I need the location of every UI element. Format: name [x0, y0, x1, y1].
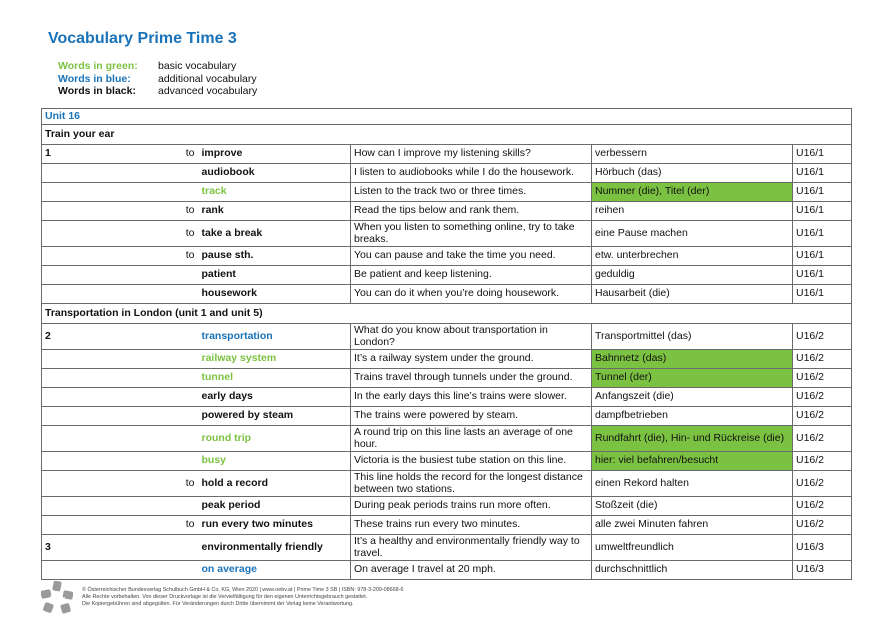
exercise-number — [42, 350, 138, 369]
vocab-row — [42, 561, 852, 580]
vocab-row — [42, 221, 852, 247]
to-marker — [138, 285, 199, 304]
to-marker — [138, 388, 199, 407]
vocab-row — [42, 202, 852, 221]
unit-reference: U16/2 — [793, 324, 852, 350]
vocab-row — [42, 145, 852, 164]
translation: umweltfreundlich — [592, 535, 793, 561]
example-sentence: During peak periods trains run more often. — [351, 497, 592, 516]
to-marker: to — [138, 516, 199, 535]
legend-black — [58, 85, 257, 98]
exercise-number — [42, 369, 138, 388]
example-sentence: You can do it when you’re doing housework. — [351, 285, 592, 304]
translation: verbessern — [592, 145, 793, 164]
vocab-word: on average — [199, 561, 351, 580]
unit-reference: U16/1 — [793, 266, 852, 285]
footer-line: Alle Rechte vorbehalten. Von dieser Druckvorlage ist die Vervielfältigung für den eigenen Unterrichtsgebrauch gestattet. — [82, 594, 368, 600]
example-sentence: Trains travel through tunnels under the ground. — [351, 369, 592, 388]
footer — [41, 581, 881, 621]
example-sentence: Listen to the track two or three times. — [351, 183, 592, 202]
section-title: Transportation in London (unit 1 and unit 5) — [42, 304, 852, 324]
oebv-logo — [41, 581, 73, 615]
to-marker — [138, 497, 199, 516]
to-marker: to — [138, 202, 199, 221]
exercise-number — [42, 561, 138, 580]
example-sentence: Victoria is the busiest tube station on this line. — [351, 452, 592, 471]
vocab-word: patient — [199, 266, 351, 285]
vocab-word: improve — [199, 145, 351, 164]
translation: Hausarbeit (die) — [592, 285, 793, 304]
exercise-number — [42, 452, 138, 471]
to-marker — [138, 164, 199, 183]
unit-reference: U16/2 — [793, 350, 852, 369]
example-sentence: How can I improve my listening skills? — [351, 145, 592, 164]
exercise-number — [42, 497, 138, 516]
unit-reference: U16/1 — [793, 202, 852, 221]
vocab-row — [42, 516, 852, 535]
example-sentence: It’s a railway system under the ground. — [351, 350, 592, 369]
to-marker: to — [138, 145, 199, 164]
translation: einen Rekord halten — [592, 471, 793, 497]
unit-reference: U16/1 — [793, 183, 852, 202]
exercise-number — [42, 516, 138, 535]
exercise-number — [42, 407, 138, 426]
exercise-number — [42, 164, 138, 183]
example-sentence: You can pause and take the time you need. — [351, 247, 592, 266]
vocab-row — [42, 350, 852, 369]
translation: geduldig — [592, 266, 793, 285]
legend-value: advanced vocabulary — [158, 85, 258, 97]
legend-key: Words in blue: — [58, 72, 131, 85]
exercise-number — [42, 388, 138, 407]
exercise-number — [42, 183, 138, 202]
example-sentence: Read the tips below and rank them. — [351, 202, 592, 221]
example-sentence: It’s a healthy and environmentally friendly way to travel. — [351, 535, 592, 561]
to-marker — [138, 350, 199, 369]
example-sentence: In the early days this line’s trains were slower. — [351, 388, 592, 407]
vocab-row — [42, 324, 852, 350]
translation: Hörbuch (das) — [592, 164, 793, 183]
unit-reference: U16/2 — [793, 452, 852, 471]
example-sentence: Be patient and keep listening. — [351, 266, 592, 285]
vocab-row — [42, 164, 852, 183]
to-marker: to — [138, 221, 199, 247]
section-title: Train your ear — [42, 125, 852, 145]
vocab-word: housework — [199, 285, 351, 304]
example-sentence: A round trip on this line lasts an average of one hour. — [351, 426, 592, 452]
translation: Transportmittel (das) — [592, 324, 793, 350]
vocab-row — [42, 471, 852, 497]
unit-reference: U16/1 — [793, 247, 852, 266]
vocab-word: audiobook — [199, 164, 351, 183]
unit-reference: U16/1 — [793, 164, 852, 183]
vocab-row — [42, 535, 852, 561]
exercise-number: 2 — [42, 324, 138, 350]
vocab-row — [42, 247, 852, 266]
translation: Bahnnetz (das) — [592, 350, 793, 369]
unit-reference: U16/2 — [793, 407, 852, 426]
vocab-word: early days — [199, 388, 351, 407]
translation: durchschnittlich — [592, 561, 793, 580]
footer-line: © Österreichischer Bundesverlag Schulbuch GmbH & Co. KG, Wien 2020 | www.oebv.at | Prime Time 3 SB | ISBN: 978-3-209-08668-6 — [82, 587, 404, 593]
vocab-row — [42, 426, 852, 452]
vocab-word: round trip — [199, 426, 351, 452]
to-marker — [138, 452, 199, 471]
unit-reference: U16/1 — [793, 221, 852, 247]
exercise-number — [42, 221, 138, 247]
section-header-row — [42, 125, 852, 145]
section-header-row — [42, 304, 852, 324]
vocab-row — [42, 388, 852, 407]
vocab-word: track — [199, 183, 351, 202]
to-marker — [138, 369, 199, 388]
translation: eine Pause machen — [592, 221, 793, 247]
unit-reference: U16/2 — [793, 426, 852, 452]
to-marker — [138, 426, 199, 452]
vocab-word: rank — [199, 202, 351, 221]
to-marker — [138, 407, 199, 426]
translation: Rundfahrt (die), Hin- und Rückreise (die) — [592, 426, 793, 452]
to-marker — [138, 266, 199, 285]
unit-reference: U16/2 — [793, 388, 852, 407]
vocab-row — [42, 183, 852, 202]
unit-title: Unit 16 — [42, 109, 852, 125]
translation: Anfangszeit (die) — [592, 388, 793, 407]
exercise-number — [42, 285, 138, 304]
vocab-row — [42, 285, 852, 304]
vocab-word: environmentally friendly — [199, 535, 351, 561]
exercise-number: 1 — [42, 145, 138, 164]
to-marker — [138, 561, 199, 580]
legend-blue — [58, 73, 257, 86]
vocab-word: railway system — [199, 350, 351, 369]
unit-reference: U16/2 — [793, 471, 852, 497]
vocabulary-table — [41, 108, 852, 580]
example-sentence: When you listen to something online, try to take breaks. — [351, 221, 592, 247]
to-marker: to — [138, 471, 199, 497]
vocab-row — [42, 452, 852, 471]
to-marker — [138, 183, 199, 202]
translation: etw. unterbrechen — [592, 247, 793, 266]
vocab-word: take a break — [199, 221, 351, 247]
vocab-row — [42, 497, 852, 516]
unit-reference: U16/3 — [793, 535, 852, 561]
example-sentence: The trains were powered by steam. — [351, 407, 592, 426]
vocab-word: powered by steam — [199, 407, 351, 426]
example-sentence: What do you know about transportation in London? — [351, 324, 592, 350]
vocab-word: pause sth. — [199, 247, 351, 266]
example-sentence: I listen to audiobooks while I do the housework. — [351, 164, 592, 183]
translation: hier: viel befahren/besucht — [592, 452, 793, 471]
to-marker — [138, 324, 199, 350]
exercise-number: 3 — [42, 535, 138, 561]
vocab-word: peak period — [199, 497, 351, 516]
unit-reference: U16/1 — [793, 145, 852, 164]
vocab-word: transportation — [199, 324, 351, 350]
exercise-number — [42, 471, 138, 497]
exercise-number — [42, 247, 138, 266]
vocab-row — [42, 266, 852, 285]
translation: alle zwei Minuten fahren — [592, 516, 793, 535]
color-legend — [58, 60, 257, 98]
unit-reference: U16/2 — [793, 497, 852, 516]
vocab-row — [42, 407, 852, 426]
exercise-number — [42, 266, 138, 285]
footer-line: Die Kopiergebühren sind abgegolten. Für Veränderungen durch Dritte übernimmt der Verlag keine Verantwortung. — [82, 601, 354, 607]
vocab-word: busy — [199, 452, 351, 471]
translation: dampfbetrieben — [592, 407, 793, 426]
translation: Tunnel (der) — [592, 369, 793, 388]
legend-green — [58, 60, 257, 73]
translation: Stoßzeit (die) — [592, 497, 793, 516]
legend-key: Words in black: — [58, 85, 136, 97]
legend-value: basic vocabulary — [158, 60, 237, 72]
translation: Nummer (die), Titel (der) — [592, 183, 793, 202]
unit-header-row — [42, 109, 852, 125]
to-marker — [138, 535, 199, 561]
vocab-row — [42, 369, 852, 388]
vocab-word: hold a record — [199, 471, 351, 497]
unit-reference: U16/2 — [793, 369, 852, 388]
example-sentence: On average I travel at 20 mph. — [351, 561, 592, 580]
logo-text: öbv — [48, 594, 66, 604]
legend-value: additional vocabulary — [158, 72, 257, 85]
exercise-number — [42, 426, 138, 452]
vocab-word: tunnel — [199, 369, 351, 388]
unit-reference: U16/1 — [793, 285, 852, 304]
example-sentence: These trains run every two minutes. — [351, 516, 592, 535]
legend-key: Words in green: — [58, 60, 138, 72]
example-sentence: This line holds the record for the longest distance between two stations. — [351, 471, 592, 497]
to-marker: to — [138, 247, 199, 266]
unit-reference: U16/3 — [793, 561, 852, 580]
translation: reihen — [592, 202, 793, 221]
unit-reference: U16/2 — [793, 516, 852, 535]
vocab-word: run every two minutes — [199, 516, 351, 535]
page-title: Vocabulary Prime Time 3 — [48, 30, 237, 47]
exercise-number — [42, 202, 138, 221]
